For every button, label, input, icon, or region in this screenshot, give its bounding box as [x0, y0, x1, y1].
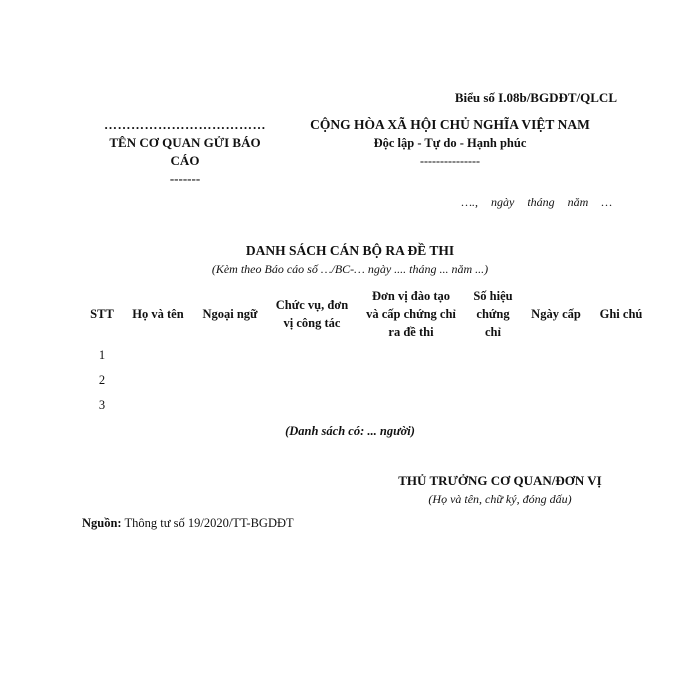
header-line: Họ và tên	[132, 307, 184, 321]
staff-table	[82, 285, 652, 418]
header-position-unit	[266, 285, 358, 343]
cell-empty	[522, 393, 590, 418]
header-certificate-number	[464, 285, 522, 343]
document-subtitle: (Kèm theo Báo cáo số …/BC-… ngày .... tháng ... năm ...)	[211, 262, 489, 276]
header-line: vị công tác	[283, 316, 341, 330]
cell-empty	[590, 343, 652, 368]
header-notes	[590, 285, 652, 343]
cell-empty	[194, 393, 266, 418]
header-foreign-language	[194, 285, 266, 343]
cell-empty	[194, 368, 266, 393]
cell-empty	[358, 343, 464, 368]
cell-empty	[358, 368, 464, 393]
motto-dash: ---------------	[420, 154, 480, 168]
cell-empty	[522, 368, 590, 393]
national-motto: Độc lập - Tự do - Hạnh phúc	[373, 136, 527, 150]
cell-empty	[122, 393, 194, 418]
table-row	[82, 393, 652, 418]
cell-empty	[464, 368, 522, 393]
header-line: STT	[90, 307, 114, 321]
header-line: chứng	[476, 307, 510, 321]
header-stt	[82, 285, 122, 343]
agency-name-line2: CÁO	[170, 153, 200, 168]
table-header-row	[82, 285, 652, 343]
cell-empty	[522, 343, 590, 368]
list-count: (Danh sách có: ... người)	[285, 424, 415, 438]
agency-name-line1: TÊN CƠ QUAN GỬI BÁO	[109, 135, 261, 150]
source-text: Thông tư số 19/2020/TT-BGDĐT	[121, 516, 294, 530]
cell-empty	[464, 393, 522, 418]
cell-empty	[464, 343, 522, 368]
cell-empty	[590, 393, 652, 418]
header-issue-date	[522, 285, 590, 343]
header-training-unit	[358, 285, 464, 343]
agency-header	[80, 116, 290, 188]
agency-dash: -------	[169, 171, 201, 186]
national-header	[300, 116, 600, 170]
row-number: 2	[98, 373, 106, 387]
date-line: …., ngày tháng năm …	[461, 195, 612, 209]
source-line	[82, 516, 294, 531]
cell-empty	[122, 343, 194, 368]
form-code: Biểu số I.08b/BGDĐT/QLCL	[454, 90, 617, 105]
cell-empty	[122, 368, 194, 393]
header-full-name	[122, 285, 194, 343]
row-number: 1	[98, 348, 106, 362]
header-line: Đơn vị đào tạo	[371, 289, 451, 303]
signature-title: THỦ TRƯỞNG CƠ QUAN/ĐƠN VỊ	[398, 473, 602, 488]
table-row	[82, 368, 652, 393]
row-number: 3	[98, 398, 106, 412]
header-line: Chức vụ, đơn	[275, 298, 349, 312]
header-line: ra đề thi	[388, 325, 434, 339]
signature-note: (Họ và tên, chữ ký, đóng dấu)	[428, 492, 572, 506]
header-line: và cấp chứng chỉ	[366, 307, 456, 321]
table-row	[82, 343, 652, 368]
cell-empty	[358, 393, 464, 418]
header-line: Ngày cấp	[531, 307, 581, 321]
agency-dots: ………………………………	[104, 117, 266, 132]
cell-empty	[266, 393, 358, 418]
cell-empty	[590, 368, 652, 393]
header-line: Số hiệu	[473, 289, 513, 303]
document-title: DANH SÁCH CÁN BỘ RA ĐỀ THI	[245, 243, 455, 258]
header-line: chỉ	[485, 325, 501, 339]
cell-empty	[266, 343, 358, 368]
source-label: Nguồn:	[82, 516, 122, 530]
header-line: Ngoại ngữ	[202, 307, 258, 321]
nation-name: CỘNG HÒA XÃ HỘI CHỦ NGHĨA VIỆT NAM	[310, 117, 590, 132]
cell-empty	[194, 343, 266, 368]
cell-empty	[266, 368, 358, 393]
header-line: Ghi chú	[599, 307, 643, 321]
